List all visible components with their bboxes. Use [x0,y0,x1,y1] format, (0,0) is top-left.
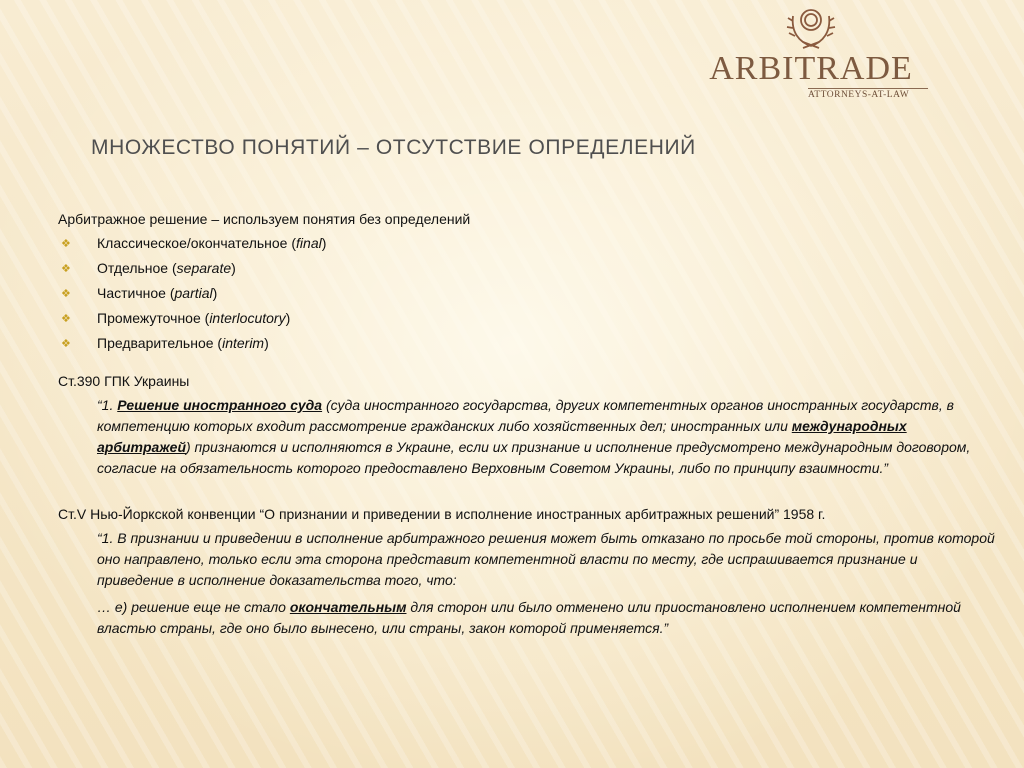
nyc-quote-2: … е) решение еще не стало окончательным для сторон или было отменено или приостановлено исполнением компетентной властью страны, где оно было вынесено, или страны, закон которой применяется.” [97,599,961,636]
diamond-bullet-icon: ❖ [61,263,71,275]
diamond-bullet-icon: ❖ [61,338,71,350]
art390-quote: “1. Решение иностранного суда (суда иностранного государства, других компетентных органов иностранных государств, в компетенцию которых входит рассмотрение гражданских либо хозяйственных дел; иностранных или международных арбитражей) признаются и исполняются в Украине, если их признание и исполнение предусмотрено международным договором, согласие на обязательность которого предоставлено Верховным Советом Украины, либо по принципу взаимности.” [97,397,971,476]
art390-heading: Ст.390 ГПК Украины [58,373,190,389]
laurel-wreath-icon [781,6,841,50]
nyc-quote-1: “1. В признании и приведении в исполнение арбитражного решения может быть отказано по просьбе той стороны, против которой оно направлено, только если эта сторона представит компетентной власти по месту, где испрашивается признание и приведение в исполнение доказательства того, что: [97,530,995,588]
award-types-list [58,234,998,352]
logo-tagline: ATTORNEYS-AT-LAW [808,88,928,100]
slide-content [58,210,998,639]
intro-text: Арбитражное решение – используем понятия без определений [58,211,471,227]
logo-brand: ARBITRADE [709,50,913,87]
diamond-bullet-icon: ❖ [61,313,71,325]
diamond-bullet-icon: ❖ [61,288,71,300]
company-logo [700,6,922,110]
list-item: ❖ Частичное (partial) [61,285,218,301]
list-item: ❖ Отдельное (separate) [61,260,236,276]
nyc-heading: Ст.V Нью-Йоркской конвенции “О признании и приведении в исполнение иностранных арбитражных решений” 1958 г. [58,506,826,522]
list-item: ❖ Предварительное (interim) [61,335,269,351]
slide-title: МНОЖЕСТВО ПОНЯТИЙ – ОТСУТСТВИЕ ОПРЕДЕЛЕНИЙ [91,136,696,159]
diamond-bullet-icon: ❖ [61,238,71,250]
list-item: ❖ Промежуточное (interlocutory) [61,310,291,326]
list-item: ❖ Классическое/окончательное (final) [61,235,327,251]
